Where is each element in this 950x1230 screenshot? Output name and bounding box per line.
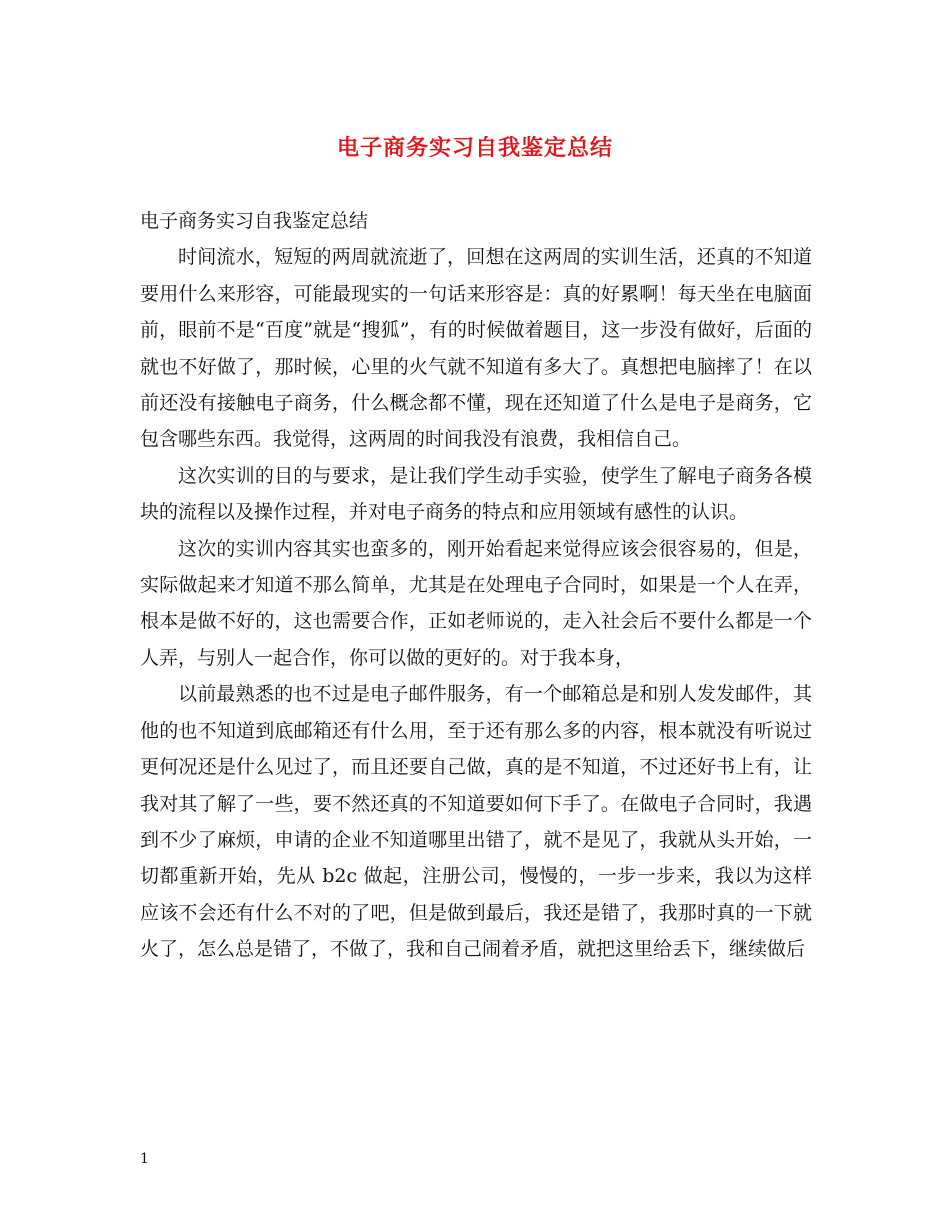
paragraph-1: 时间流水，短短的两周就流逝了，回想在这两周的实训生活，还真的不知道要用什么来形容，可能最现实的一句话来形容是：真的好累啊！每天坐在电脑面前，眼前不是“百度”就是“搜狐”，有的时候做着题目，这一步没有做好，后面的就也不好做了，那时候，心里的火气就不知道有多大了。真想把电脑摔了！在以前还没有接触电子商务，什么概念都不懂，现在还知道了什么是电子是商务，它包含哪些东西。我觉得，这两周的时间我没有浪费，我相信自己。 [140, 246, 812, 451]
page-number: 1 [140, 1151, 149, 1167]
paragraph-4: 以前最熟悉的也不过是电子邮件服务，有一个邮箱总是和别人发发邮件，其他的也不知道到底邮箱还有什么用，至于还有那么多的内容，根本就没有听说过更何况还是什么见过了，而且还要自己做，真的是不知道，不过还好书上有，让我对其了解了一些，要不然还真的不知道要如何下手了。在做电子合同时，我遇到不少了麻烦，申请的企业不知道哪里出错了，就不是见了，我就从头开始，一切都重新开始，先从 b2c 做起，注册公司，慢慢的，一步一步来，我以为这样应该不会还有什么不对的了吧，但是做到最后，我还是错了，我那时真的一下就火了，怎么总是错了，不做了，我和自己闹着矛盾，就把这里给丢下，继续做后 [140, 683, 812, 961]
paragraph-2: 这次实训的目的与要求，是让我们学生动手实验，使学生了解电子商务各模块的流程以及操作过程，并对电子商务的特点和应用领域有感性的认识。 [140, 464, 812, 524]
paragraph-3: 这次的实训内容其实也蛮多的，刚开始看起来觉得应该会很容易的，但是，实际做起来才知道不那么简单，尤其是在处理电子合同时，如果是一个人在弄，根本是做不好的，这也需要合作，正如老师说的，走入社会后不要什么都是一个人弄，与别人一起合作，你可以做的更好的。对于我本身， [140, 537, 812, 669]
document-title: 电子商务实习自我鉴定总结 [336, 135, 613, 161]
document-body [140, 203, 812, 968]
body-heading: 电子商务实习自我鉴定总结 [140, 210, 369, 232]
